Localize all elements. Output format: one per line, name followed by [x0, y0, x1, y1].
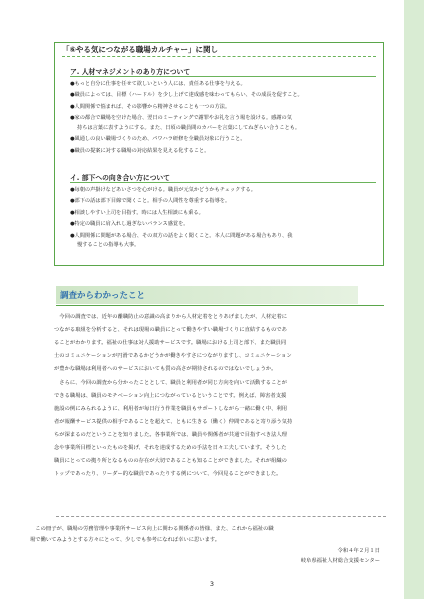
- closing-date: 令和４年２月１日: [337, 548, 380, 554]
- bullet-item: [70, 135, 376, 145]
- text-line: できる職場は、職員のモチベーション向上につながっているということです。例えば、障害者支援: [54, 392, 287, 399]
- text-line: 者が報酬サービス提供の相手であることを超えて、ともに生きる（働く）仲間であると寄り添う気持: [54, 418, 293, 425]
- divider: [56, 516, 386, 517]
- subheading-a-rule: [70, 76, 376, 77]
- text-line: 施設の例にみられるように、利用者が毎日行う作業を職員もサポートしながら一緒に働く中、利用: [54, 405, 288, 412]
- bullet-item: [70, 209, 376, 219]
- bullet-text: ●職員によっては、目標（ハードル）を少し上げて達成感を味わってもらい、その成長を促すこと。: [70, 92, 303, 99]
- bullet-continuation: 慢することの指導も大事。: [77, 242, 140, 249]
- bullet-text: ●人間関係で悩まれば、その影響から精神させることも一つの方法。: [70, 103, 231, 110]
- text-line: つながる取組を分析すると、それは現場の職員にとって働きやすい職場づくりに直結するものであ: [54, 327, 287, 334]
- section-title: 「⑥やる気につながる職場カルチャー」に関し: [62, 45, 218, 54]
- report-heading: 調査からわかったこと: [60, 291, 146, 301]
- text-line: さらに、今回の調査から分かったこととして、職員と利用者が同じ方向を向いて活動することが: [54, 379, 287, 386]
- title-rule: [62, 56, 376, 57]
- text-line: 場で働いてみようとする方々にとって、少しでも参考になれば幸いに思います。: [30, 536, 221, 543]
- bullet-text: ●家の都合で職場を空けた場合、翌日のミーティングで謝罪やお礼を言う場を設ける。感謝の気: [70, 115, 292, 122]
- page-number: 3: [209, 580, 215, 588]
- bullet-text: ●風通しの良い職場づくりのため、パワハラ研修を全職員対象に行うこと。: [70, 136, 246, 143]
- text-line: 今回の調査では、近年の離職防止の意識の高まりから人材定着をとりあげましたが、人材定着に: [54, 314, 288, 320]
- bullet-text: ●人間関係に問題がある場合、その双方の話をよく聞くこと。本人に問題がある場合もあり、我: [70, 232, 293, 239]
- bullet-text: ●職員の提案に対する職場の対応結果を見える化すること。: [70, 147, 210, 154]
- text-line: ちが深まるのだということを知りました。各事業所では、職員や関係者が共通で目指すべき法人理: [54, 431, 287, 438]
- bullet-item: [70, 220, 376, 230]
- text-line: 職員にとっての拠り所となるものの存在が大切であることも知ることができました。それが組織の: [54, 458, 287, 465]
- subheading-i: イ. 部下への向き合い方について: [70, 174, 170, 182]
- text-line: ることがわかります。福祉の仕事は対人援助サービスです。職場における上司と部下、また職員同: [54, 340, 287, 347]
- bullet-continuation: 持ちは言葉に表すようにする。また、日頃の職員間のカバーを言葉にしてねぎらい合うことも。: [77, 124, 301, 131]
- bullet-text: ●部下の話は部下目線で聞くこと。相手の人間性を尊重する指導を。: [70, 198, 231, 205]
- report-rule: [56, 305, 384, 306]
- bullet-item: [70, 114, 376, 134]
- bullet-item: [70, 186, 376, 196]
- text-line: 士のコミュニケーションが円滑であるかどうかが働きやすさにつながりますし、コミュニケーション: [54, 353, 292, 360]
- text-line: トップであったり、リーダー的な職員であったりする例について、今回見ることができました。: [54, 471, 282, 478]
- bullet-item: [70, 197, 376, 207]
- bullet-item: [70, 80, 376, 90]
- bullet-item: [70, 147, 376, 157]
- bullet-text: ●特定の職員に肩入れし過ぎないバランス感覚を。: [70, 221, 189, 228]
- bullet-item: [70, 103, 376, 113]
- bullet-text: ●相談しやすい上司を目指す。時には人生相談にも乗る。: [70, 209, 204, 216]
- text-line: この冊子が、職場の労務管理や事業所サービス向上に関わる関係者の皆様、また、これから福祉の職: [30, 526, 274, 532]
- subheading-i-rule: [70, 182, 376, 183]
- bullet-item: [70, 91, 376, 101]
- bullet-text: ●毎朝の声掛けなどあいさつを心がける。職員が元気かどうかもチェックする。: [70, 187, 256, 193]
- bullet-text: ●もっと自分に仕事を任せて欲しいという人には、責任ある仕事を与える。: [70, 81, 246, 87]
- bullet-item: [70, 232, 376, 252]
- closing-organization: 岐阜県福祉人材総合支援センター: [300, 558, 380, 564]
- text-line: が豊かな職場は利用者へのサービスにおいても質の高さが期待されるのではないでしょうか。: [54, 366, 277, 373]
- subheading-a: ア. 人材マネジメントのあり方について: [70, 68, 191, 76]
- text-line: 念や事業所目標といったものを掲げ、それを達成するための手法を日々工夫しています。そうした: [54, 445, 287, 451]
- side-band: [404, 0, 424, 599]
